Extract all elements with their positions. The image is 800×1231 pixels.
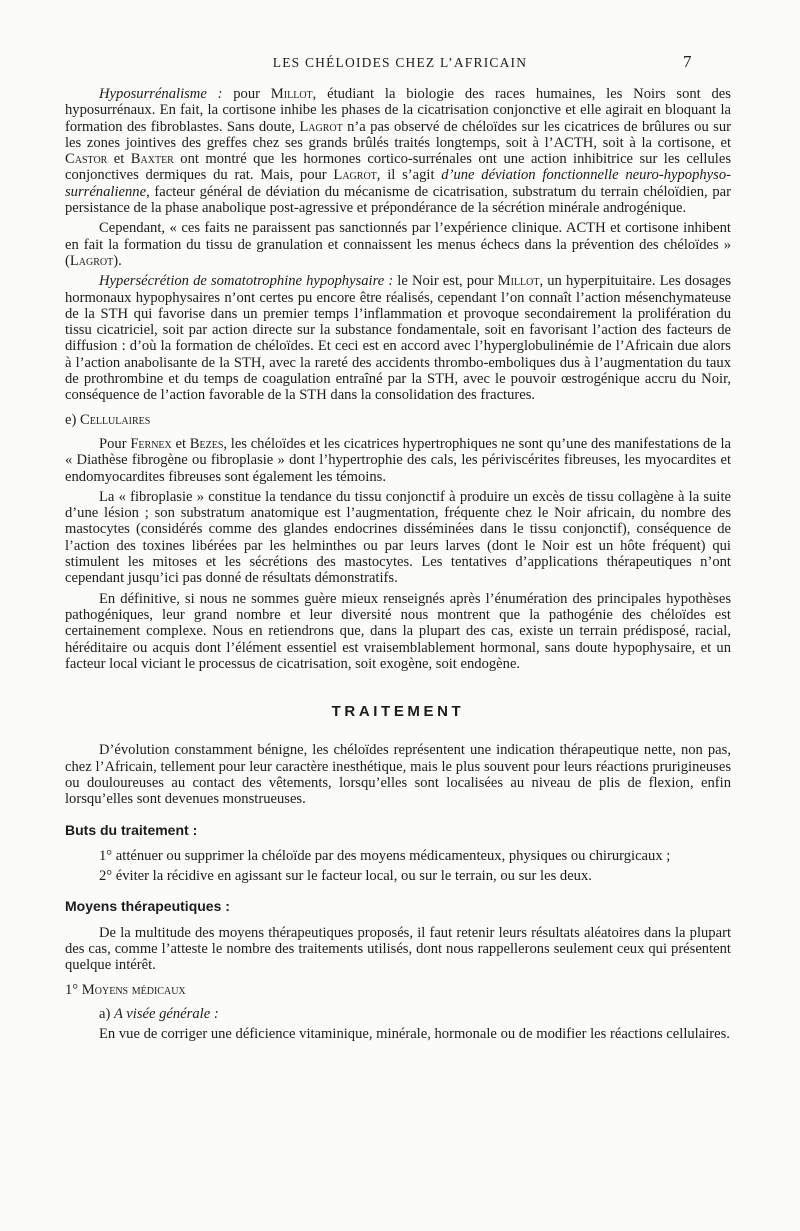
subheading-buts: Buts du traitement : [65, 821, 198, 838]
paragraph-moyens: De la multitude des moyens thérapeutiques proposés, il faut retenir leurs résultats aléatoires dans la plupart des cas, comme l’atteste le nombre des traitements utilisés, dont nous rappellerons seulement ceux qui présentent quelque intérêt. [65, 924, 731, 974]
paragraph-label: Hypersécrétion de somatotrophine hypophysaire : [99, 273, 394, 290]
author-name: Millot [497, 273, 540, 290]
paragraph-hyposurrenalisme: Hyposurrénalisme : pour Millot, étudiant la biologie des races humaines, les Noirs sont des hyposurrénaux. En fait, la cortisone inhibe les phases de la cicatrisation conjonctive et elle agirait en bloquant la formation des fibroblastes. Sans doute, Lagrot n’a pas observé de chéloïdes sur les cicatrices de brûlures ou sur les zones jointives des greffes chez ses grands brûlés traités longtemps, soit à l’ACTH, soit à la cortisone, et Castor et Baxter ont montré que les hormones cortico-surrénales ont une action inhibitrice sur les cellules conjonctives dermiques du rat. Mais, pour Lagrot, il s’agit d’une déviation fonctionnelle neuro-hypophyso-surrénalienne, facteur général de déviation du mécanisme de cicatrisation, substratum du terrain chéloïdien, par persistance de la phase anabolique post-agressive et prépondérance de la sécrétion minérale androgénique. [65, 86, 731, 217]
paragraph-fibroplasie: La « fibroplasie » constitue la tendance du tissu conjonctif à produire un excès de tissu collagène à la suite d’une lésion ; son substratum anatomique est l’augmentation, fréquente chez le Noir africain, du nombre des mastocytes (considérés comme des glandes endocrines disséminées dans le tissu conjonctif), conséquence de l’action des toxines libérées par les helminthes ou par leurs larves (dont le Noir est un hôte fréquent) qui stimulent les mitoses et les sécrétions des mastocytes. Les tentatives d’applications thérapeutiques n’ont cependant jusqu’ici pas donné de résultats démonstratifs. [65, 488, 731, 587]
author-name: Lagrot [299, 118, 343, 135]
author-name: Millot [270, 86, 313, 102]
paragraph-traitement-intro: D’évolution constamment bénigne, les chéloïdes représentent une indication thérapeutique nette, non pas, chez l’Africain, tellement pour leur caractère inesthétique, mais le plus souvent pour leurs réactions prurigineuses ou douloureuses au contact des vêtements, lorsqu’elles sont localisées au niveau de plis de flexion, enfin lorsqu’elles sont devenues monstrueuses. [65, 742, 731, 808]
paragraph-visee-generale: En vue de corriger une déficience vitaminique, minérale, hormonale ou de modifier les réactions cellulaires. [99, 1026, 730, 1043]
author-name: Bezes [189, 435, 224, 452]
list-item: 2° éviter la récidive en agissant sur le facteur local, ou sur le terrain, ou sur les deux. [99, 868, 592, 885]
list-item: 1° atténuer ou supprimer la chéloïde par des moyens médicamenteux, physiques ou chirurgicaux ; [99, 847, 671, 864]
paragraph-fernex-bezes: Pour Fernex et Bezes, les chéloïdes et les cicatrices hypertrophiques ne sont qu’une des manifestations de la « Diathèse fibrogène ou fibroplasie » dont l’hypertrophie des cals, les périviscérites fibreuses, les myocardites et endomyocardites fibreuses sont également les témoins. [65, 435, 732, 485]
section-moyens-medicaux: 1° Moyens médicaux [65, 981, 186, 998]
author-name: Fernex [130, 435, 172, 452]
subsection-visee-generale: a) A visée générale : [99, 1005, 219, 1022]
author-name: Castor [65, 151, 108, 168]
paragraph-cependant: Cependant, « ces faits ne paraissent pas sanctionnés par l’expérience clinique. ACTH et cortisone inhibent en fait la formation du tissu de granulation et connaissent les menus échecs dans la prévention des chéloïdes » (Lagrot). [65, 220, 731, 269]
author-name: Lagrot [69, 252, 114, 269]
section-heading-traitement: TRAITEMENT [331, 703, 465, 721]
italic-emphasis: d’une déviation fonctionnelle neuro-hypophyso-surrénalienne, [65, 167, 731, 200]
author-name: Baxter [130, 151, 174, 168]
section-e-heading: e) Cellulaires [65, 411, 151, 428]
paragraph-en-definitive: En définitive, si nous ne sommes guère mieux renseignés après l’énumération des principales hypothèses pathogéniques, leur grand nombre et leur diversité nous montrent que la pathogénie des chéloïdes est certainement complexe. Nous en retiendrons que, dans la plupart des cas, existe un terrain prédisposé, racial, héréditaire ou acquis dont l’élément essentiel est vraisemblablement hormonal, sans doute hypophysaire, et un facteur local viciant le processus de cicatrisation, soit exogène, soit endogène. [65, 590, 731, 672]
page-number: 7 [683, 52, 692, 71]
author-name: Lagrot [333, 167, 377, 184]
running-title: LES CHÉLOIDES CHEZ L’AFRICAIN [272, 55, 528, 70]
subheading-moyens: Moyens thérapeutiques : [65, 898, 230, 915]
body-text [65, 86, 731, 1047]
paragraph-label: Hyposurrénalisme : [99, 86, 223, 102]
paragraph-hypersecretion: Hypersécrétion de somatotrophine hypophysaire : le Noir est, pour Millot, un hyperpituitaire. Les dosages hormonaux hypophysaires n’ont certes pu encore être réalisés, cependant l’on connaît l’action mésenchymateuse de la STH qui favorise dans un premier temps l’inflammation et provoque secondairement la prolifération du tissu cicatriciel, soit par action directe sur la substance fondamentale, soit en favorisant l’action des facteurs de diffusion : d’où la formation de chéloïdes. Et ceci est en accord avec l’hyperglobulinémie de l’Africain due alors à l’action anabolisante de la STH, avec la rareté des accidents thrombo-emboliques dus à l’augmentation du taux de prothrombine et du temps de coagulation entraîné par la STH, avec le pouvoir œstrogénique accru du Noir, conséquence de l’action favorable de la STH dans la consolidation des fractures. [65, 273, 732, 404]
